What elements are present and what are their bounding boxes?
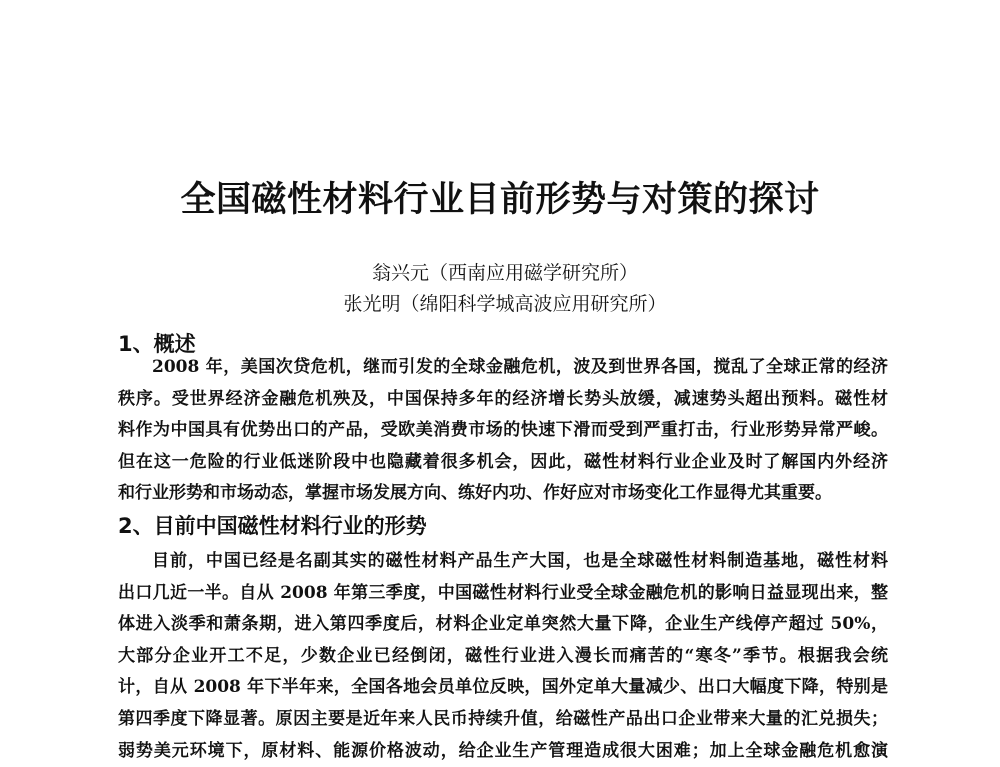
- section-body-overview: [118, 352, 888, 510]
- text-line: 料作为中国具有优势出口的产品，受欧美消费市场的快速下滑而受到严重打击，行业形势异常严峻。: [118, 420, 888, 441]
- text-line: 2008 年，美国次贷危机，继而引发的全球金融危机，波及到世界各国，搅乱了全球正常的经济: [152, 357, 888, 377]
- text-line: 计，自从 2008 年下半年来，全国各地会员单位反映，国外定单大量减少、出口大幅度下降，特别是: [118, 677, 888, 698]
- text-line: 第四季度下降显著。原因主要是近年来人民币持续升值，给磁性产品出口企业带来大量的汇兑损失；: [118, 708, 888, 729]
- text-line: 秩序。受世界经济金融危机殃及，中国保持多年的经济增长势头放缓，减速势头超出预料。磁性材: [118, 388, 888, 409]
- text-line: 目前，中国已经是名副其实的磁性材料产品生产大国，也是全球磁性材料制造基地，磁性材料: [152, 551, 888, 571]
- text-line: 出口几近一半。自从 2008 年第三季度，中国磁性材料行业受全球金融危机的影响日益显现出来，整: [118, 582, 888, 603]
- text-line: 大部分企业开工不足，少数企业已经倒闭，磁性行业进入漫长而痛苦的“寒冬”季节。根据我会统: [118, 645, 888, 666]
- section-heading-overview: 1、概述: [118, 332, 196, 356]
- text-line: 和行业形势和市场动态，掌握市场发展方向、练好内功、作好应对市场变化工作显得尤其重要。: [118, 483, 832, 504]
- text-line: 但在这一危险的行业低迷阶段中也隐藏着很多机会，因此，磁性材料行业企业及时了解国内外经济: [118, 451, 888, 472]
- text-line: 体进入淡季和萧条期，进入第四季度后，材料企业定单突然大量下降，企业生产线停产超过 50%，: [118, 614, 888, 635]
- author-line: 翁兴元（西南应用磁学研究所）: [371, 262, 638, 284]
- text-line: 弱势美元环境下，原材料、能源价格波动，给企业生产管理造成很大困难；加上全球金融危机愈演: [118, 740, 888, 761]
- document-title: 全国磁性材料行业目前形势与对策的探讨: [180, 180, 820, 220]
- section-heading-current-situation: 2、目前中国磁性材料行业的形势: [118, 514, 427, 538]
- author-line: 张光明（绵阳科学城高波应用研究所）: [343, 293, 667, 315]
- section-body-current-situation: [118, 546, 888, 767]
